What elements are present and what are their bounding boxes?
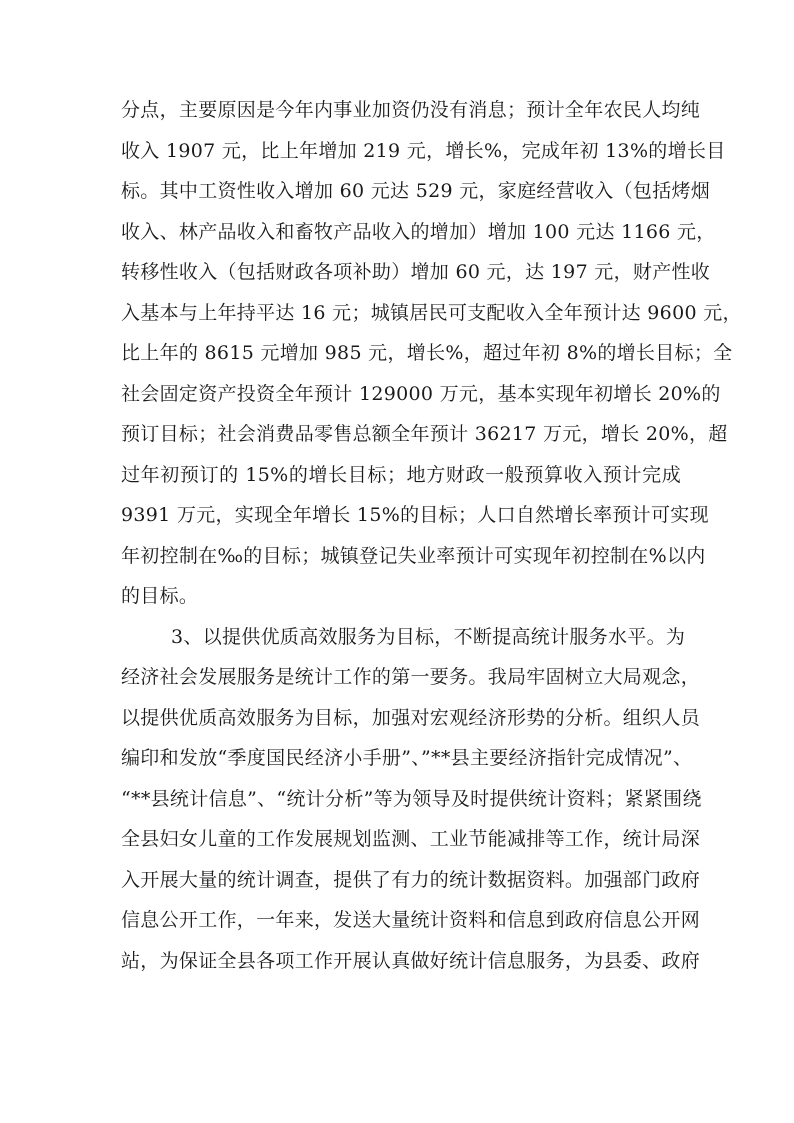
text-line: 的目标。: [121, 585, 199, 607]
text-line: 站，为保证全县各项工作开展认真做好统计信息服务，为县委、政府: [121, 949, 701, 972]
text-line: 入开展大量的统计调查，提供了有力的统计数据资料。加强部门政府: [121, 868, 701, 891]
document-body: [121, 90, 742, 981]
text-line: 预订目标；社会消费品零售总额全年预计 36217 万元，增长 20%，超: [121, 423, 728, 445]
text-line: 标。其中工资性收入增加 60 元达 529 元，家庭经营收入（包括烤烟: [121, 180, 711, 202]
paragraph-statistical-services: [121, 617, 702, 982]
text-line: 年初控制在‰的目标；城镇登记失业率预计可实现年初控制在%以内: [121, 544, 706, 567]
text-line: 3、以提供优质高效服务为目标，不断提高统计服务水平。为: [171, 625, 686, 648]
text-line: 社会固定资产投资全年预计 129000 万元，基本实现年初增长 20%的: [121, 382, 721, 405]
text-line: 收入 1907 元，比上年增加 219 元，增长%，完成年初 13%的增长目: [121, 139, 726, 162]
text-line: 比上年的 8615 元增加 985 元，增长%，超过年初 8%的增长目标；全: [121, 342, 733, 364]
text-line: 收入、林产品收入和畜牧产品收入的增加）增加 100 元达 1166 元，: [121, 220, 716, 243]
text-line: 经济社会发展服务是统计工作的第一要务。我局牢固树立大局观念，: [121, 666, 701, 688]
text-line: 信息公开工作，一年来，发送大量统计资料和信息到政府信息公开网: [121, 909, 701, 931]
text-line: 以提供优质高效服务为目标，加强对宏观经济形势的分析。组织人员: [121, 706, 701, 729]
paragraph-economic-indicators: [121, 90, 742, 617]
text-line: 入基本与上年持平达 16 元；城镇居民可支配收入全年预计达 9600 元，: [121, 301, 742, 324]
text-line: 全县妇女儿童的工作发展规划监测、工业节能减排等工作，统计局深: [121, 828, 701, 850]
text-line: 过年初预订的 15%的增长目标；地方财政一般预算收入预计完成: [121, 463, 681, 486]
text-line: 分点，主要原因是今年内事业加资仍没有消息；预计全年农民人均纯: [121, 99, 701, 121]
text-line: “**县统计信息”、“统计分析”等为领导及时提供统计资料；紧紧围绕: [121, 787, 702, 810]
text-line: 转移性收入（包括财政各项补助）增加 60 元，达 197 元，财产性收: [121, 261, 711, 283]
text-line: 9391 万元，实现全年增长 15%的目标；人口自然增长率预计可实现: [121, 504, 709, 526]
text-line: 编印和发放“季度国民经济小手册”、”**县主要经济指针完成情况”、: [121, 747, 693, 769]
